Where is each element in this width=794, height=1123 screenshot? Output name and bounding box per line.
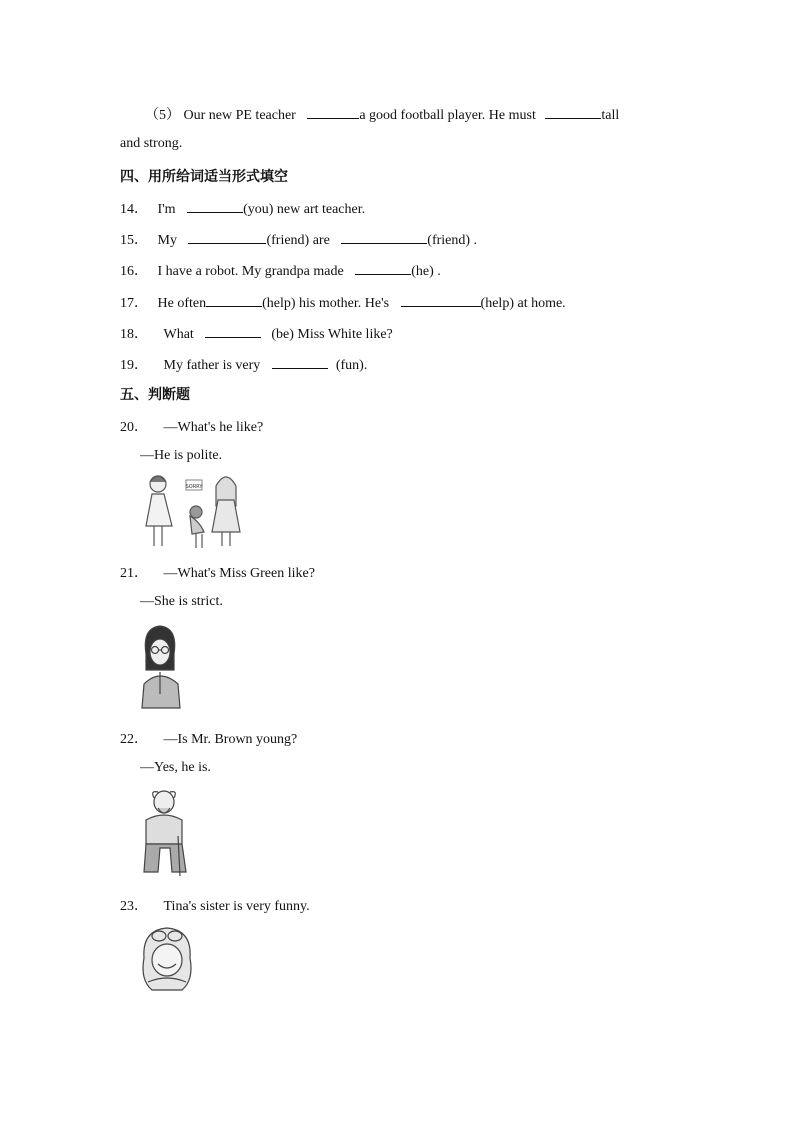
question-19 <box>120 354 367 374</box>
question-text: (he) . <box>411 264 441 279</box>
item-5-line2: and strong. <box>120 136 183 151</box>
answer-blank[interactable] <box>272 356 328 369</box>
question-text: —What's Miss Green like? <box>163 566 315 581</box>
question-text: I'm <box>157 202 176 217</box>
question-23 <box>120 895 310 915</box>
answer-22: —Yes, he is. <box>140 760 211 775</box>
answer-blank[interactable] <box>545 106 601 119</box>
answer-blank[interactable] <box>206 294 262 307</box>
answer-20: —He is polite. <box>140 448 223 463</box>
section-4-title: 四、用所给词适当形式填空 <box>120 169 288 185</box>
item-5-line1 <box>145 104 619 124</box>
question-18 <box>120 323 393 343</box>
question-text: (help) his mother. He's <box>262 296 390 311</box>
question-text: (friend) are <box>266 233 330 248</box>
answer-21: —She is strict. <box>140 594 223 609</box>
old-man-picture <box>138 788 194 878</box>
question-text: He often <box>157 296 207 311</box>
question-16 <box>120 260 441 280</box>
funny-girl-picture <box>138 924 196 994</box>
question-number: 14． <box>120 202 148 217</box>
question-number: 19． <box>120 358 148 373</box>
question-number: 23． <box>120 899 148 914</box>
question-17 <box>120 292 566 312</box>
question-text: Tina's sister is very funny. <box>163 899 310 914</box>
question-14 <box>120 198 365 218</box>
question-number: 22． <box>120 732 148 747</box>
item-5-text-2: a good football player. He must <box>359 108 536 123</box>
question-number: 16． <box>120 264 148 279</box>
question-number: 20． <box>120 420 148 435</box>
question-text: I have a robot. My grandpa made <box>157 264 344 279</box>
question-20 <box>120 416 263 436</box>
strict-teacher-picture <box>138 624 188 712</box>
question-text: My father is very <box>163 358 261 373</box>
item-5-text-3: tall <box>601 108 620 123</box>
answer-blank[interactable] <box>341 231 427 244</box>
answer-blank[interactable] <box>205 325 261 338</box>
question-number: 18． <box>120 327 148 342</box>
question-number: 21． <box>120 566 148 581</box>
question-text: My <box>157 233 177 248</box>
question-21 <box>120 562 315 582</box>
question-number: 17． <box>120 296 148 311</box>
question-number: 15． <box>120 233 148 248</box>
question-text: (help) at home. <box>480 296 566 311</box>
section-5-title: 五、判断题 <box>120 387 190 403</box>
question-22 <box>120 728 297 748</box>
polite-boy-picture <box>138 470 248 550</box>
item-5-text-1: Our new PE teacher <box>183 108 296 123</box>
speech-bubble-text: SORRY <box>185 484 203 490</box>
answer-blank[interactable] <box>307 106 359 119</box>
answer-blank[interactable] <box>187 200 243 213</box>
question-text: (you) new art teacher. <box>243 202 366 217</box>
item-5-prefix: （5） <box>145 108 180 123</box>
question-text: —Is Mr. Brown young? <box>163 732 298 747</box>
question-text: (fun). <box>335 358 368 373</box>
answer-blank[interactable] <box>355 262 411 275</box>
question-text: (friend) . <box>427 233 478 248</box>
question-15 <box>120 229 477 249</box>
answer-blank[interactable] <box>188 231 266 244</box>
question-text: What <box>163 327 194 342</box>
question-text: (be) Miss White like? <box>271 327 393 342</box>
question-text: —What's he like? <box>163 420 264 435</box>
answer-blank[interactable] <box>401 294 481 307</box>
